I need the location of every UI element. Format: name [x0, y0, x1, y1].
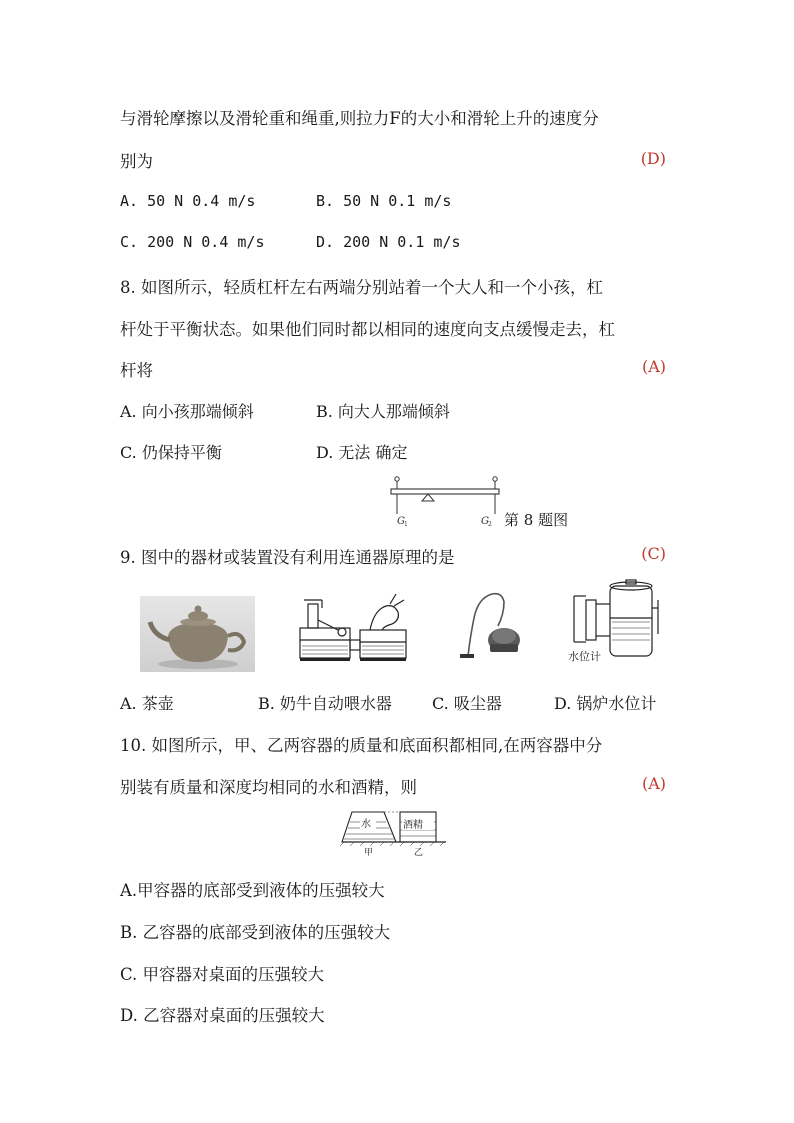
q9-answer: (C) [641, 544, 666, 563]
boiler-image [560, 578, 670, 664]
q7-option-a: A. 50 N 0.4 m/s [120, 192, 256, 210]
vacuum-cleaner-image [458, 588, 528, 668]
teapot-image [140, 596, 255, 672]
q7-answer: (D) [640, 149, 666, 168]
q8-stem-line3: 杆将 [120, 361, 153, 380]
q8-figure-caption: 第 8 题图 [504, 511, 569, 529]
yi-label: 乙 [414, 848, 424, 858]
g2-label: G [481, 516, 489, 527]
boiler-gauge-label: 水位计 [568, 650, 601, 663]
q8-option-b: B. 向大人那端倾斜 [316, 402, 450, 421]
lever-figure [385, 474, 505, 528]
q9-stem: 9. 图中的器材或装置没有利用连通器原理的是 [120, 548, 455, 567]
adult-figure [395, 477, 399, 489]
q7-stem-line1: 与滑轮摩擦以及滑轮重和绳重,则拉力F的大小和滑轮上升的速度分 [120, 109, 599, 128]
g1-sub: 1 [404, 521, 408, 528]
q7-option-b: B. 50 N 0.1 m/s [316, 192, 452, 210]
alcohol-label: 酒精 [403, 820, 423, 831]
q9-option-c: C. 吸尘器 [432, 694, 502, 713]
q9-option-b: B. 奶牛自动喂水器 [258, 694, 392, 713]
q10-stem-line1: 10. 如图所示，甲、乙两容器的质量和底面积都相同,在两容器中分 [120, 736, 603, 755]
jia-label: 甲 [364, 848, 374, 858]
q7-option-c: C. 200 N 0.4 m/s [120, 233, 265, 251]
q10-option-d: D. 乙容器对桌面的压强较大 [120, 1006, 325, 1025]
q8-option-d: D. 无法 确定 [316, 443, 408, 462]
q10-option-c: C. 甲容器对桌面的压强较大 [120, 965, 325, 984]
q7-stem-line2: 别为 [120, 152, 153, 171]
q10-answer: (A) [641, 774, 666, 793]
cow-feeder-image [294, 590, 414, 668]
q9-option-d: D. 锅炉水位计 [554, 694, 657, 713]
containers-figure [338, 808, 450, 858]
q8-stem-line1: 8. 如图所示，轻质杠杆左右两端分别站着一个大人和一个小孩，杠 [120, 278, 603, 297]
lever-bar [391, 489, 499, 494]
water-label: 水 [361, 819, 371, 830]
child-figure [493, 477, 497, 489]
g2-sub: 2 [488, 521, 492, 528]
q9-option-a: A. 茶壶 [120, 694, 174, 713]
q8-answer: (A) [641, 357, 666, 376]
q10-option-a: A.甲容器的底部受到液体的压强较大 [120, 881, 385, 900]
q10-option-b: B. 乙容器的底部受到液体的压强较大 [120, 923, 391, 942]
q8-option-c: C. 仍保持平衡 [120, 443, 222, 462]
g1-label: G [397, 516, 405, 527]
q10-stem-line2: 别装有质量和深度均相同的水和酒精，则 [120, 778, 417, 797]
q8-stem-line2: 杆处于平衡状态。如果他们同时都以相同的速度向支点缓慢走去，杠 [120, 320, 615, 339]
q7-option-d: D. 200 N 0.1 m/s [316, 233, 461, 251]
q8-option-a: A. 向小孩那端倾斜 [120, 402, 254, 421]
fulcrum [422, 494, 434, 501]
